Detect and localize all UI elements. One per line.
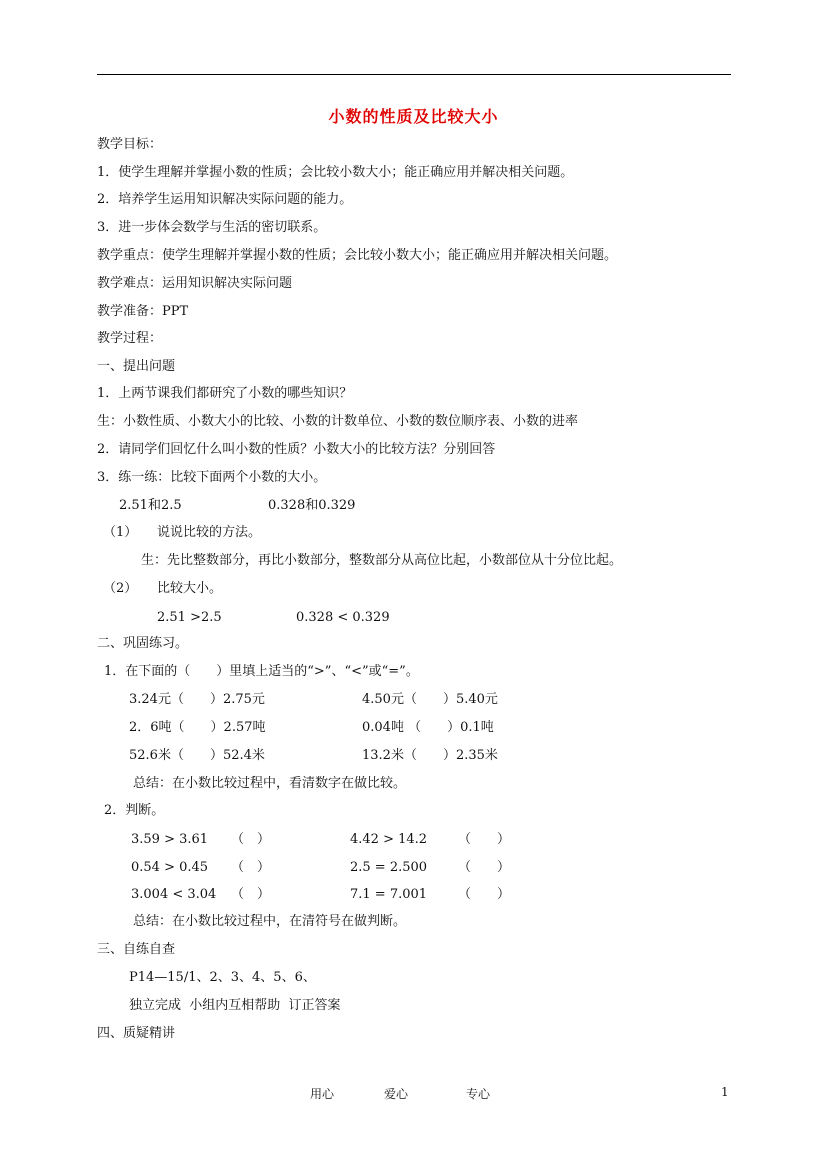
- footer-left: 用心: [310, 1087, 335, 1101]
- text-line: 2.5 = 2.500: [350, 860, 428, 875]
- text-line: 2.51 >2.5: [157, 610, 222, 625]
- text-line: （ ）: [231, 887, 271, 902]
- text-line: （ ）: [231, 860, 271, 875]
- text-line: 1．上两节课我们都研究了小数的哪些知识？: [97, 386, 353, 401]
- text-line: 1．在下面的（ ）里填上适当的“>”、“<”或“=”。: [104, 664, 419, 679]
- text-line: 4.42 > 14.2: [350, 832, 428, 847]
- text-line: 1．使学生理解并掌握小数的性质；会比较小数大小；能正确应用并解决相关问题。: [97, 165, 574, 180]
- text-line: 0.328 < 0.329: [296, 610, 390, 625]
- text-line: 0.04吨 （ ）0.1吨: [362, 720, 494, 735]
- section-heading: 三、自练自查: [97, 942, 176, 957]
- text-line: 总结：在小数比较过程中，在清符号在做判断。: [133, 914, 407, 929]
- text-line: 3.24元（ ）2.75元: [129, 692, 265, 707]
- text-line: 教学过程：: [97, 331, 163, 346]
- text-line: 总结：在小数比较过程中，看清数字在做比较。: [133, 776, 407, 791]
- text-line: 生：小数性质、小数大小的比较、小数的计数单位、小数的数位顺序表、小数的进率: [97, 414, 579, 429]
- text-line: 0.54 > 0.45: [131, 860, 209, 875]
- text-line: 2．判断。: [104, 803, 165, 818]
- text-line: 独立完成 小组内互相帮助 订正答案: [129, 998, 341, 1013]
- header-rule: [97, 74, 731, 75]
- text-line: 3．练一练：比较下面两个小数的大小。: [97, 470, 327, 485]
- page-number: 1: [721, 1085, 729, 1099]
- footer-right: 专心: [466, 1087, 491, 1101]
- text-line: 2．请同学们回忆什么叫小数的性质？小数大小的比较方法？分别回答: [97, 442, 496, 457]
- text-line: 说说比较的方法。: [157, 525, 262, 540]
- text-line: 2．培养学生运用知识解决实际问题的能力。: [97, 192, 353, 207]
- section-heading: 一、提出问题: [97, 359, 176, 374]
- text-line: 3．进一步体会数学与生活的密切联系。: [97, 220, 327, 235]
- text-line: 52.6米（ ）52.4米: [129, 748, 265, 763]
- text-line: 教学难点：运用知识解决实际问题: [97, 276, 293, 291]
- text-line: （2）: [103, 581, 138, 596]
- text-line: P14—15/1、2、3、4、5、6、: [129, 970, 316, 985]
- text-line: 教学准备：PPT: [97, 304, 189, 319]
- footer-middle: 爱心: [384, 1087, 409, 1101]
- text-line: （ ）: [458, 860, 511, 875]
- text-line: （ ）: [458, 832, 511, 847]
- text-line: 比较大小。: [157, 581, 223, 596]
- text-line: 教学重点：使学生理解并掌握小数的性质；会比较小数大小；能正确应用并解决相关问题。: [97, 248, 618, 263]
- section-heading: 二、巩固练习。: [97, 636, 189, 651]
- text-line: 3.59 > 3.61: [131, 832, 209, 847]
- text-line: 生：先比整数部分，再比小数部分，整数部分从高位比起，小数部位从十分位比起。: [141, 553, 623, 568]
- text-line: 2．6吨（ ）2.57吨: [129, 720, 266, 735]
- text-line: 13.2米（ ）2.35米: [362, 748, 498, 763]
- text-line: 4.50元（ ）5.40元: [362, 692, 498, 707]
- section-heading: 四、质疑精讲: [97, 1026, 176, 1041]
- text-line: 3.004 < 3.04: [131, 887, 217, 902]
- text-line: 教学目标：: [97, 137, 163, 152]
- text-line: （ ）: [231, 832, 271, 847]
- text-line: （ ）: [458, 887, 511, 902]
- text-line: 0.328和0.329: [268, 498, 356, 513]
- text-line: 7.1 = 7.001: [350, 887, 428, 902]
- page-title: 小数的性质及比较大小: [328, 107, 499, 126]
- text-line: （1）: [103, 525, 138, 540]
- text-line: 2.51和2.5: [119, 498, 182, 513]
